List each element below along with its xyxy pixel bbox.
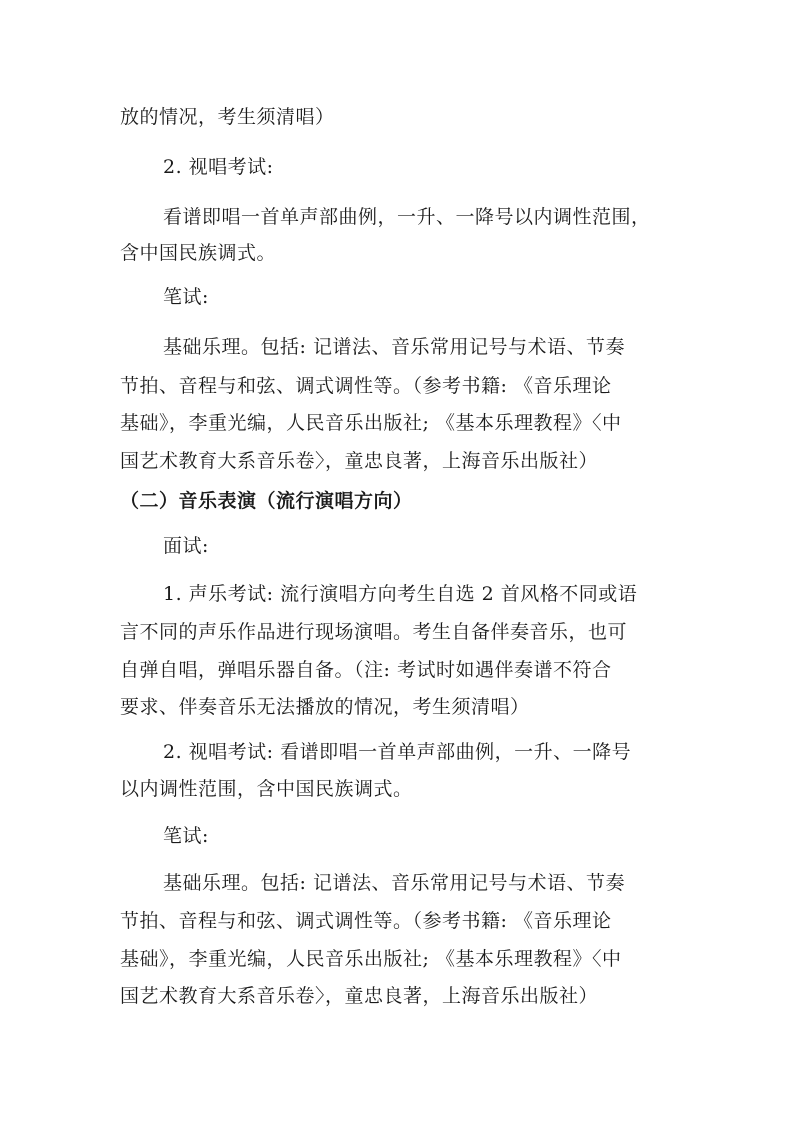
section-heading: （二）音乐表演（流行演唱方向）	[120, 490, 413, 512]
text-line: 放的情况，考生须清唱）	[120, 106, 335, 128]
text-line: 看谱即唱一首单声部曲例，一升、一降号以内调性范围，	[163, 206, 651, 228]
text-line: 言不同的声乐作品进行现场演唱。考生自备伴奏音乐，也可	[120, 621, 628, 643]
text-line: 基础》，李重光编，人民音乐出版社; 《基本乐理教程》〈中	[120, 412, 622, 434]
text-line: 笔试:	[163, 286, 209, 308]
text-line: 国艺术教育大系音乐卷〉，童忠良著，上海音乐出版社）	[120, 985, 599, 1007]
text-line: 面试:	[163, 535, 209, 557]
text-line: 以内调性范围，含中国民族调式。	[120, 778, 413, 800]
text-line: 节拍、音程与和弦、调式调性等。（参考书籍: 《音乐理论	[120, 910, 612, 932]
text-line: 基础》，李重光编，人民音乐出版社; 《基本乐理教程》〈中	[120, 948, 622, 970]
text-line: 基础乐理。包括: 记谱法、音乐常用记号与术语、节奏	[163, 872, 625, 894]
text-line: 国艺术教育大系音乐卷〉，童忠良著，上海音乐出版社）	[120, 450, 599, 472]
text-line: 要求、伴奏音乐无法播放的情况，考生须清唱）	[120, 696, 530, 718]
text-line: 自弹自唱，弹唱乐器自备。（注: 考试时如遇伴奏谱不符合	[120, 659, 612, 681]
text-line: 节拍、音程与和弦、调式调性等。（参考书籍: 《音乐理论	[120, 375, 612, 397]
text-line: 笔试:	[163, 825, 209, 847]
text-line: 含中国民族调式。	[120, 242, 277, 264]
text-line: 2. 视唱考试:	[163, 156, 274, 178]
text-line: 1. 声乐考试: 流行演唱方向考生自选 2 首风格不同或语	[163, 583, 638, 605]
text-line: 基础乐理。包括: 记谱法、音乐常用记号与术语、节奏	[163, 336, 625, 358]
text-line: 2. 视唱考试: 看谱即唱一首单声部曲例，一升、一降号	[163, 741, 632, 763]
